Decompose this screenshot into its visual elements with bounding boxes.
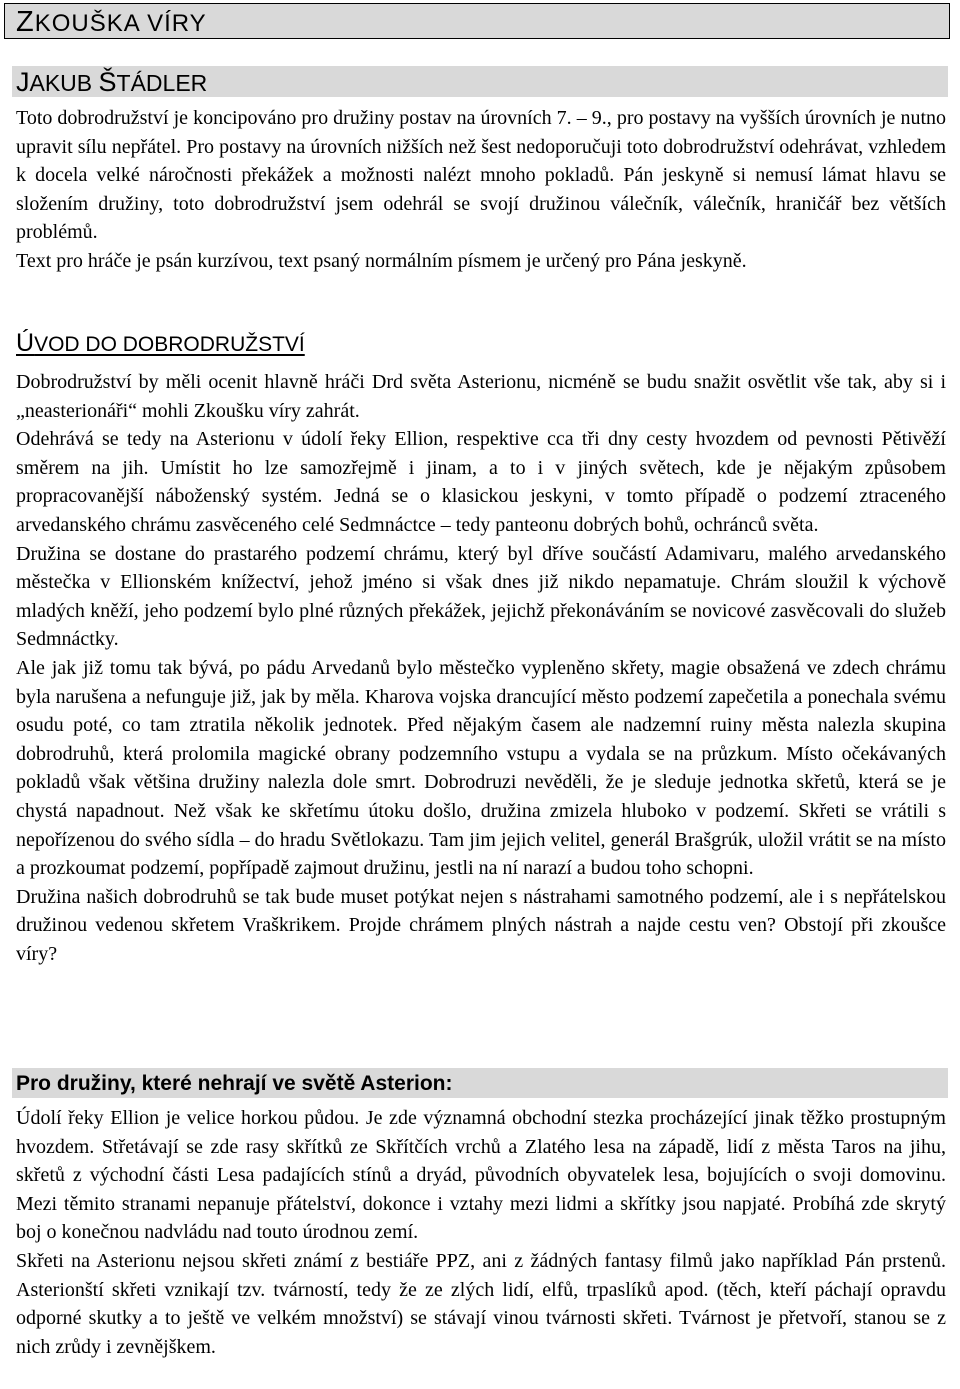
intro-paragraph: Text pro hráče je psán kurzívou, text psaný normálním písmem je určený pro Pána jeskyně. [16, 249, 747, 272]
title-rest: KOUŠKA VÍRY [34, 10, 207, 37]
document-title [4, 3, 950, 39]
title-initial: Z [16, 6, 35, 38]
asterion-paragraph: Údolí řeky Ellion je velice horkou půdou. Je zde významná obchodní stezka procházející jinak těžko prostupným hvozdem. Střetávají se zde rasy skřítků ze Skřítčích vrchů a Zlatého lesa na západě, lidí z města Taros na jihu, skřetů z východní části Lesa padajících stínů a dryád, původních obyvatelek lesa, bojujících o svoji domovinu. Mezi těmito stranami nepanuje přátelství, dokonce i vztahy mezi lidmi a skřítky jsou napjaté. Probíhá zde skrytý boj o konečnou nadvládu nad touto úrodnou zemí. [16, 1107, 946, 1244]
author-rest-1: AKUB [29, 70, 99, 96]
author-initial-2: Š [98, 67, 117, 97]
asterion-section [16, 1104, 946, 1361]
author-initial-1: J [16, 67, 30, 97]
uvod-paragraph: Družina našich dobrodruhů se tak bude muset potýkat nejen s nástrahami samotného podzemí, ale i s nepřátelskou družinou vedenou skřetem Vraškrikem. Projde chrámem plných nástrah a najde cestu ven? Obstojí při zkoušce víry? [16, 885, 946, 965]
asterion-heading: Pro družiny, které nehrají ve světě Asterion: [12, 1068, 948, 1098]
intro-paragraph: Toto dobrodružství je koncipováno pro družiny postav na úrovních 7. – 9., pro postavy na vyšších úrovních je nutno upravit sílu nepřátel. Pro postavy na úrovních nižších než šest nedoporučuji toto dobrodružství odehrávat, vzhledem k docela velké náročnosti překážek a možnosti nalézt mnoho pokladů. Pán jeskyně si nemusí lámat hlavu se složením družiny, toto dobrodružství jsem odehrál se svojí družinou válečník, válečník, hraničář bez větších problémů. [16, 107, 946, 244]
intro-section [16, 104, 946, 276]
uvod-section [16, 368, 946, 968]
uvod-paragraph: Odehrává se tedy na Asterionu v údolí řeky Ellion, respektive cca tři dny cesty hvozdem od pevnosti Pětivěží směrem na jih. Umístit ho lze samozřejmě i jinam, a to i v jiných světech, kde je nějakým způsobem propracovanější náboženský systém. Jedná se o klasickou jeskyni, v tomto případě o podzemí ztraceného arvedanského chrámu zasvěceného celé Sedmnáctce – tedy panteonu dobrých bohů, ochránců světa. [16, 428, 946, 536]
uvod-paragraph: Ale jak již tomu tak bývá, po pádu Arvedanů bylo městečko vypleněno skřety, magie obsažená ve zdech chrámu byla narušena a nefunguje již, jak by měla. Kharova vojska drancující město podzemí zapečetila a ponechala svému osudu poté, co tam ztratila několik jednotek. Před nějakým časem ale nadzemní ruiny města nalezla skupina dobrodruhů, která prolomila magické obrany podzemního vstupu a vydala se na průzkum. Místo očekávaných pokladů však většina družiny nalezla dole smrt. Dobrodruzi nevěděli, že je sleduje jednotka skřetů, která se je chystá napadnout. Než však ke skřetímu útoku došlo, družina zmizela hluboko v podzemí. Skřeti se vrátili s nepořízenou do svého sídla – do hradu Světlokazu. Tam jim jejich velitel, generál Brašgrúk, uložil vrátit se na místo a prozkoumat podzemí, popřípadě zajmout družinu, jestli na ní narazí a budou toho schopni. [16, 656, 946, 880]
uvod-heading-initial: Ú [16, 329, 35, 357]
author-rest-2: TÁDLER [116, 70, 208, 96]
asterion-paragraph: Skřeti na Asterionu nejsou skřeti známí z bestiáře PPZ, ani z žádných fantasy filmů jako například Pán prstenů. Asterionští skřeti vznikají tzv. tvárností, tedy že ze zlých lidí, elfů, trpaslíků apod. (těch, kteří páchají opravdu odporné skutky a to ještě ve velkém množství) se stávají vinou tvárnosti skřeti. Tvárnost je přetvoří, stanou se z nich zrůdy i zevnějškem. [16, 1249, 946, 1358]
uvod-paragraph: Dobrodružství by měli ocenit hlavně hráči Drd světa Asterionu, nicméně se budu snažit osvětlit vše tak, aby si i „neasterionáři“ mohli Zkoušku víry zahrát. [16, 371, 946, 422]
uvod-heading-rest: VOD DO DOBRODRUŽSTVÍ [34, 333, 305, 356]
author-heading [12, 66, 948, 97]
uvod-heading [16, 330, 305, 358]
uvod-paragraph: Družina se dostane do prastarého podzemí chrámu, který byl dříve součástí Adamivaru, malého arvedanského městečka v Ellionském knížectví, jehož jméno si však dnes již nikdo nepamatuje. Chrám sloužil k výchově mladých kněží, jeho podzemí bylo plné různých překážek, jejichž překonáváním se novicové zasvěcovali do služeb Sedmnáctky. [16, 542, 946, 651]
